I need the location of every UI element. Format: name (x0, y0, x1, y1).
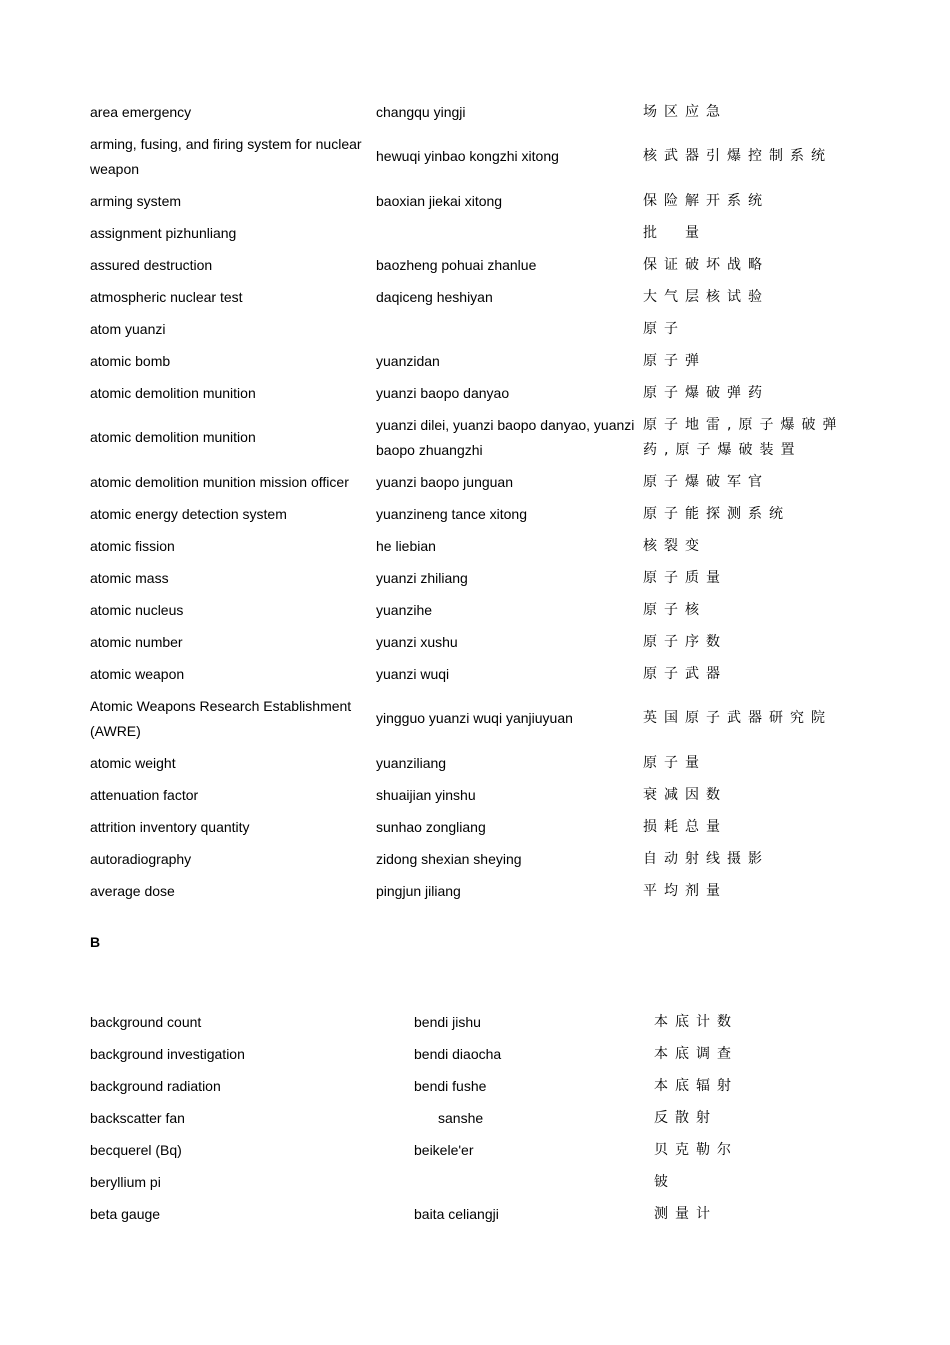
table-row (88, 658, 868, 690)
chinese-term: 贝克勒尔 (654, 1141, 738, 1158)
pinyin-term: baoxian jiekai xitong (376, 192, 503, 209)
pinyin-term: beikele'er (414, 1141, 474, 1158)
pinyin-term: sunhao zongliang (376, 818, 486, 835)
chinese-term: 原子核 (643, 601, 706, 618)
table-row (88, 562, 868, 594)
chinese-term: 保证破坏战略 (643, 256, 769, 273)
english-term: becquerel (Bq) (90, 1141, 182, 1158)
table-row (88, 128, 868, 185)
pinyin-term: sanshe (438, 1109, 484, 1126)
pinyin-term: bendi fushe (414, 1077, 487, 1094)
table-row (88, 843, 868, 875)
pinyin-term: bendi jishu (414, 1013, 481, 1030)
pinyin-term: yuanzi zhiliang (376, 569, 468, 586)
pinyin-term (412, 1166, 652, 1198)
chinese-term: 核裂变 (643, 537, 706, 554)
english-term: area emergency (90, 103, 192, 120)
english-term: atomic bomb (90, 352, 171, 369)
pinyin-term: yuanziliang (376, 754, 447, 771)
chinese-term: 自动射线摄影 (643, 850, 769, 867)
chinese-term: 原子地雷,原子爆破弹药,原子爆破装置 (643, 416, 844, 458)
pinyin-term: shuaijian yinshu (376, 786, 476, 803)
chinese-term: 铍 (654, 1173, 675, 1190)
chinese-term: 本底调查 (654, 1045, 738, 1062)
english-term: background radiation (90, 1077, 221, 1094)
pinyin-term: yuanzi xushu (376, 633, 458, 650)
pinyin-term: yingguo yuanzi wuqi yanjiuyuan (376, 710, 573, 726)
chinese-term: 反散射 (654, 1109, 717, 1126)
pinyin-term: bendi diaocha (414, 1045, 502, 1062)
table-row (88, 377, 868, 409)
pinyin-term: pingjun jiliang (376, 882, 461, 899)
chinese-term: 大气层核试验 (643, 288, 769, 305)
pinyin-term: hewuqi yinbao kongzhi xitong (376, 148, 559, 164)
table-row (88, 409, 868, 466)
chinese-term: 核武器引爆控制系统 (643, 148, 832, 164)
english-term: atomic demolition munition (90, 384, 256, 401)
chinese-term: 批 量 (643, 224, 706, 241)
table-row (88, 313, 868, 345)
english-term: assignment pizhunliang (90, 224, 237, 241)
chinese-term: 本底辐射 (654, 1077, 738, 1094)
english-term: attenuation factor (90, 786, 199, 803)
english-term: atomic demolition munition mission officer (90, 473, 349, 490)
table-row (88, 96, 868, 128)
chinese-term: 英国原子武器研究院 (643, 710, 832, 726)
table-row (88, 498, 868, 530)
english-term: atomic nucleus (90, 601, 184, 618)
table-row (88, 1038, 788, 1070)
chinese-term: 原子能探测系统 (643, 505, 790, 522)
chinese-term: 测量计 (654, 1205, 717, 1222)
chinese-term: 保险解开系统 (643, 192, 769, 209)
glossary-table-a (88, 96, 868, 907)
table-row (88, 185, 868, 217)
table-row (88, 1134, 788, 1166)
table-row (88, 281, 868, 313)
chinese-term: 原子序数 (643, 633, 727, 650)
chinese-term: 本底计数 (654, 1013, 738, 1030)
chinese-term: 原子爆破军官 (643, 473, 769, 490)
chinese-term: 平均剂量 (643, 882, 727, 899)
table-row (88, 345, 868, 377)
chinese-term: 原子量 (643, 754, 706, 771)
table-row (88, 249, 868, 281)
english-term: arming, fusing, and firing system for nuclear weapon (90, 135, 362, 177)
pinyin-term: yuanzi wuqi (376, 665, 450, 682)
pinyin-term: changqu yingji (376, 103, 466, 120)
english-term: background investigation (90, 1045, 245, 1062)
english-term: average dose (90, 882, 175, 899)
pinyin-term: yuanzi baopo junguan (376, 473, 514, 490)
chinese-term: 原子质量 (643, 569, 727, 586)
table-row (88, 690, 868, 747)
english-term: atomic fission (90, 537, 175, 554)
table-row (88, 875, 868, 907)
english-term: autoradiography (90, 850, 192, 867)
pinyin-term: baozheng pohuai zhanlue (376, 256, 537, 273)
english-term: arming system (90, 192, 182, 209)
table-row (88, 530, 868, 562)
english-term: attrition inventory quantity (90, 818, 250, 835)
pinyin-term: yuanzi dilei, yuanzi baopo danyao, yuanzi baopo zhuangzhi (376, 416, 635, 458)
table-row (88, 626, 868, 658)
table-row (88, 779, 868, 811)
table-row (88, 217, 868, 249)
english-term: Atomic Weapons Research Establishment (AWRE) (90, 697, 366, 739)
english-term: atomic weapon (90, 665, 185, 682)
pinyin-term (374, 313, 641, 345)
english-term: assured destruction (90, 256, 213, 273)
table-row (88, 1166, 788, 1198)
table-row (88, 594, 868, 626)
english-term: atomic number (90, 633, 183, 650)
english-term: atomic demolition munition (90, 429, 256, 445)
table-row (88, 1102, 788, 1134)
chinese-term: 原子武器 (643, 665, 727, 682)
pinyin-term: yuanzi baopo danyao (376, 384, 510, 401)
chinese-term: 原子爆破弹药 (643, 384, 769, 401)
english-term: beta gauge (90, 1205, 161, 1222)
pinyin-term (374, 217, 641, 249)
pinyin-term: zidong shexian sheying (376, 850, 522, 867)
pinyin-term: baita celiangji (414, 1205, 499, 1222)
pinyin-term: yuanzihe (376, 601, 433, 618)
chinese-term: 场区应急 (643, 103, 727, 120)
english-term: backscatter fan (90, 1109, 185, 1126)
english-term: atomic energy detection system (90, 505, 287, 522)
table-row (88, 1070, 788, 1102)
chinese-term: 损耗总量 (643, 818, 727, 835)
table-row (88, 1006, 788, 1038)
english-term: atom yuanzi (90, 320, 166, 337)
chinese-term: 原子弹 (643, 352, 706, 369)
glossary-table-b (88, 1006, 788, 1230)
table-row (88, 747, 868, 779)
english-term: beryllium pi (90, 1173, 161, 1190)
section-heading-b: B (90, 934, 101, 950)
table-row (88, 1198, 788, 1230)
pinyin-term: yuanzidan (376, 352, 440, 369)
pinyin-term: he liebian (376, 537, 436, 554)
english-term: atmospheric nuclear test (90, 288, 243, 305)
english-term: atomic mass (90, 569, 169, 586)
pinyin-term: daqiceng heshiyan (376, 288, 493, 305)
chinese-term: 原子 (643, 320, 685, 337)
english-term: atomic weight (90, 754, 176, 771)
english-term: background count (90, 1013, 202, 1030)
chinese-term: 衰减因数 (643, 786, 727, 803)
table-row (88, 466, 868, 498)
pinyin-term: yuanzineng tance xitong (376, 505, 527, 522)
table-row (88, 811, 868, 843)
